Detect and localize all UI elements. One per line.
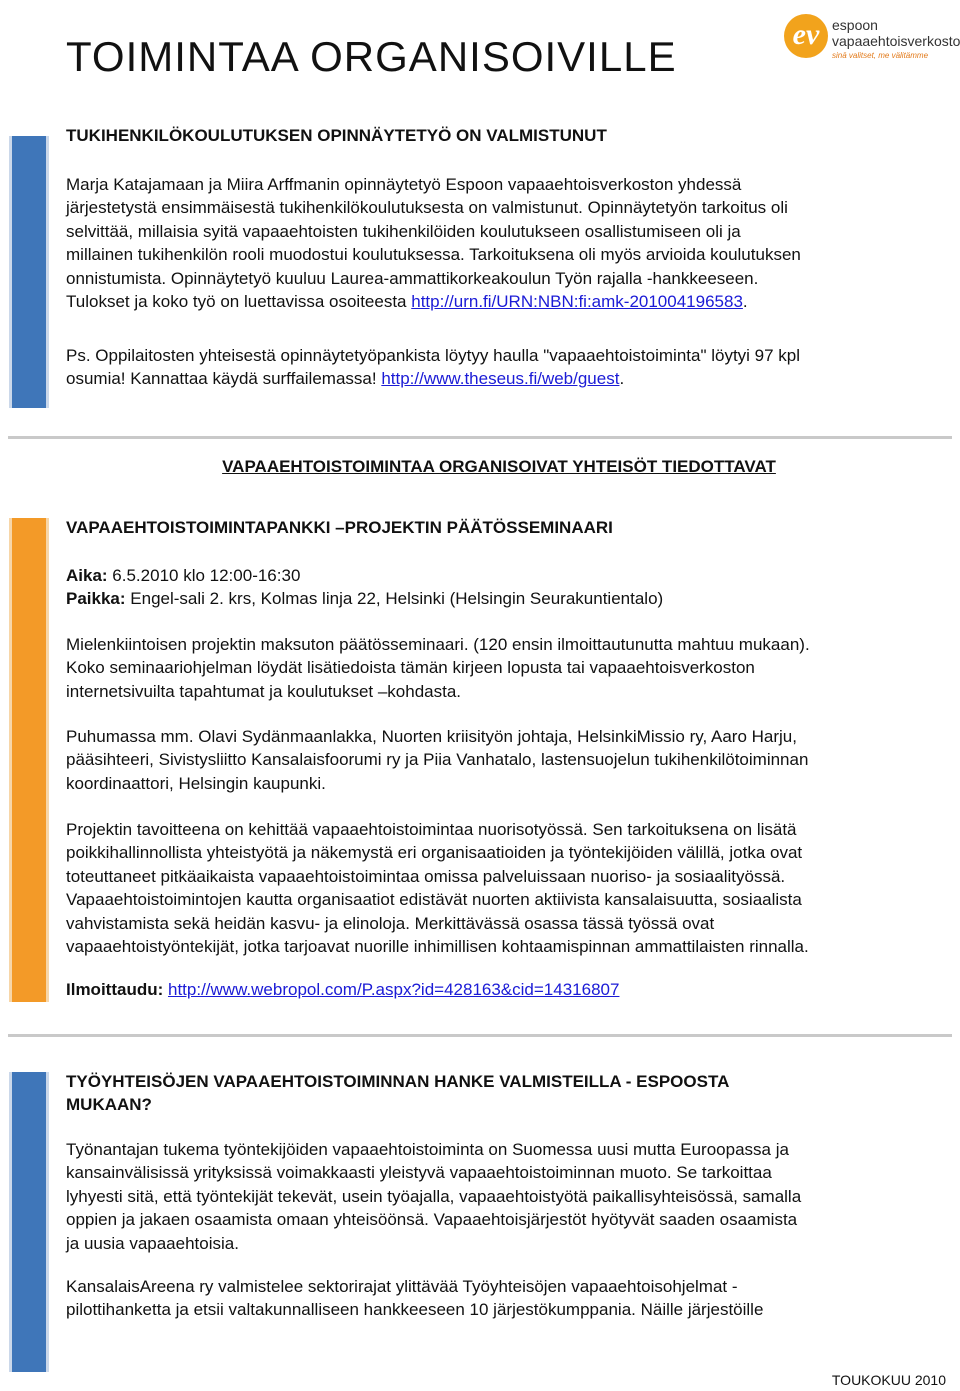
- section2-speakers: [66, 725, 932, 795]
- section2-heading: VAPAAEHTOISTOIMINTAPANKKI –PROJEKTIN PÄÄTÖSSEMINAARI: [66, 518, 613, 537]
- espoon-vapaaehtoisverkosto-logo[interactable]: [784, 14, 960, 74]
- register-link[interactable]: http://www.webropol.com/P.aspx?id=428163&cid=14316807: [168, 980, 620, 999]
- divider-1: [8, 436, 952, 439]
- event-time: Aika: 6.5.2010 klo 12:00-16:30: [66, 566, 301, 585]
- event-details: [66, 564, 932, 611]
- text-line: Tulokset ja koko työ on luettavissa osoiteesta http://urn.fi/URN:NBN:fi:amk-201004196583.: [66, 292, 748, 312]
- text-line: Projektin tavoitteena on kehittää vapaaehtoistoimintaa nuorisotyössä. Sen tarkoituksena on lisätä: [66, 820, 797, 839]
- text-line: oppien ja jakaen osaamista omaan yhteisöönsä. Vapaaehtoisjärjestöt hyötyvät saaden osaamista: [66, 1210, 798, 1230]
- register-line: Ilmoittaudu: http://www.webropol.com/P.aspx?id=428163&cid=14316807: [66, 980, 620, 999]
- section-group-title: VAPAAEHTOISTOIMINTAA ORGANISOIVAT YHTEISÖT TIEDOTTAVAT: [222, 457, 776, 476]
- logo-line-2: vapaaehtoisverkosto: [832, 33, 960, 49]
- section1-ps: [66, 344, 932, 391]
- text-line: vahvistamista sekä heidän kasvu- ja elinoloja. Merkittävässä osassa tässä työssä ovat: [66, 913, 715, 933]
- section1-heading: TUKIHENKILÖKOULUTUKSEN OPINNÄYTETYÖ ON VALMISTUNUT: [66, 126, 607, 145]
- text-line: Koko seminaariohjelman löydät lisätiedoista tämän kirjeen lopusta tai vapaaehtoisverkoston: [66, 658, 755, 678]
- text-line: Marja Katajamaan ja Miira Arffmanin opinnäytetyö Espoon vapaaehtoisverkoston yhdessä: [66, 175, 742, 194]
- text-line: internetsivuilta tapahtumat ja koulutukset –kohdasta.: [66, 681, 462, 701]
- urn-link[interactable]: http://urn.fi/URN:NBN:fi:amk-201004196583: [411, 292, 743, 312]
- divider-2: [8, 1034, 952, 1037]
- event-place: Paikka: Engel-sali 2. krs, Kolmas linja 22, Helsinki (Helsingin Seurakuntientalo): [66, 589, 664, 609]
- text-line: osumia! Kannattaa käydä surffailemassa! http://www.theseus.fi/web/guest.: [66, 369, 625, 389]
- text-line: ja uusia vapaaehtoisia.: [66, 1233, 239, 1253]
- section2-side-bar: [12, 518, 46, 1002]
- section1-paragraph: [66, 173, 932, 313]
- text-line: poikkihallinnollista yhteistyötä ja näkemystä eri organisaatioiden ja työntekijöiden välillä, jotka ovat: [66, 843, 803, 863]
- theseus-link[interactable]: http://www.theseus.fi/web/guest: [381, 369, 620, 389]
- text-line: KansalaisAreena ry valmistelee sektorirajat ylittävää Työyhteisöjen vapaaehtoisohjelmat -: [66, 1277, 738, 1296]
- text-line: toteuttaneet pitkäaikaista vapaaehtoistoimintaa omissa palveluissaan nuoriso- ja sosiaalityössä.: [66, 866, 786, 886]
- text-line: Vapaaehtoistoimintojen kautta organisaatiot edistävät nuorten aktiivista kansalaisuutta, sosiaalista: [66, 890, 802, 910]
- section3-paragraph-2: [66, 1275, 932, 1322]
- page-title: TOIMINTAA ORGANISOIVILLE: [66, 33, 677, 80]
- section2-goals: [66, 818, 932, 958]
- text-line: selvittää, millaisia syitä vapaaehtoisten tukihenkilöiden koulutukseen osallistumiseen oli ja: [66, 221, 741, 241]
- logo-tagline: sinä valitset, me välitämme: [832, 51, 929, 60]
- text-line: järjestetystä ensimmäisestä tukihenkilökoulutuksesta on valmistunut. Opinnäytetyön tarkoitus oli: [66, 198, 788, 218]
- text-line: Ps. Oppilaitosten yhteisestä opinnäytetyöpankista löytyy haulla "vapaaehtoistoiminta" löytyi 97 kpl: [66, 346, 801, 365]
- text-line: koordinaattori, Helsingin kaupunki.: [66, 773, 326, 793]
- text-line: millainen tukihenkilön rooli muodostui koulutuksessa. Tarkoituksena oli myös arvioida koulutuksen: [66, 245, 801, 265]
- section3-paragraph-1: [66, 1138, 932, 1255]
- text-line: pilottihanketta ja etsii valtakunnalliseen hankkeeseen 10 järjestökumppania. Näille järjestöille: [66, 1300, 764, 1320]
- section3-side-bar: [12, 1072, 46, 1372]
- text-line: Työnantajan tukema työntekijöiden vapaaehtoistoiminta on Suomessa uusi mutta Euroopassa ja: [66, 1140, 789, 1159]
- section1-side-bar: [12, 136, 46, 408]
- text-line: Mielenkiintoisen projektin maksuton päätösseminaari. (120 ensin ilmoittautunutta mahtuu mukaan).: [66, 635, 810, 654]
- text-line: lyhyesti sitä, että työntekijät tekevät, usein työajalla, vapaaehtoistyötä paikallisyhteisössä, samalla: [66, 1186, 802, 1206]
- logo-line-1: espoon: [832, 17, 878, 33]
- section2-intro: [66, 633, 932, 703]
- text-line: vapaaehtoistyöntekijät, jotka tarjoavat nuorille inhimillisen kohtaamispinnan ammattilaisten rinnalla.: [66, 937, 809, 957]
- text-line: Puhumassa mm. Olavi Sydänmaanlakka, Nuorten kriisityön johtaja, HelsinkiMissio ry, Aaro Harju,: [66, 727, 797, 746]
- footer-date: TOUKOKUU 2010: [831, 1372, 946, 1388]
- ev-logo-mark: ev: [784, 14, 828, 58]
- text-line: onnistumista. Opinnäytetyö kuuluu Laurea-ammattikorkeakoulun Työn rajalla -hankkeeseen.: [66, 268, 759, 288]
- text-line: kansainvälisissä yrityksissä voimakkaasti yleistyvä vapaaehtoistoiminnan muoto. Se tarkoittaa: [66, 1163, 772, 1183]
- text-line: pääsihteeri, Sivistysliitto Kansalaisfoorumi ry ja Piia Vanhatalo, lastensuojelun tukihenkilötoiminnan: [66, 750, 809, 770]
- section3-heading: TYÖYHTEISÖJEN VAPAAEHTOISTOIMINNAN HANKE VALMISTEILLA - ESPOOSTA MUKAAN?: [66, 1072, 730, 1114]
